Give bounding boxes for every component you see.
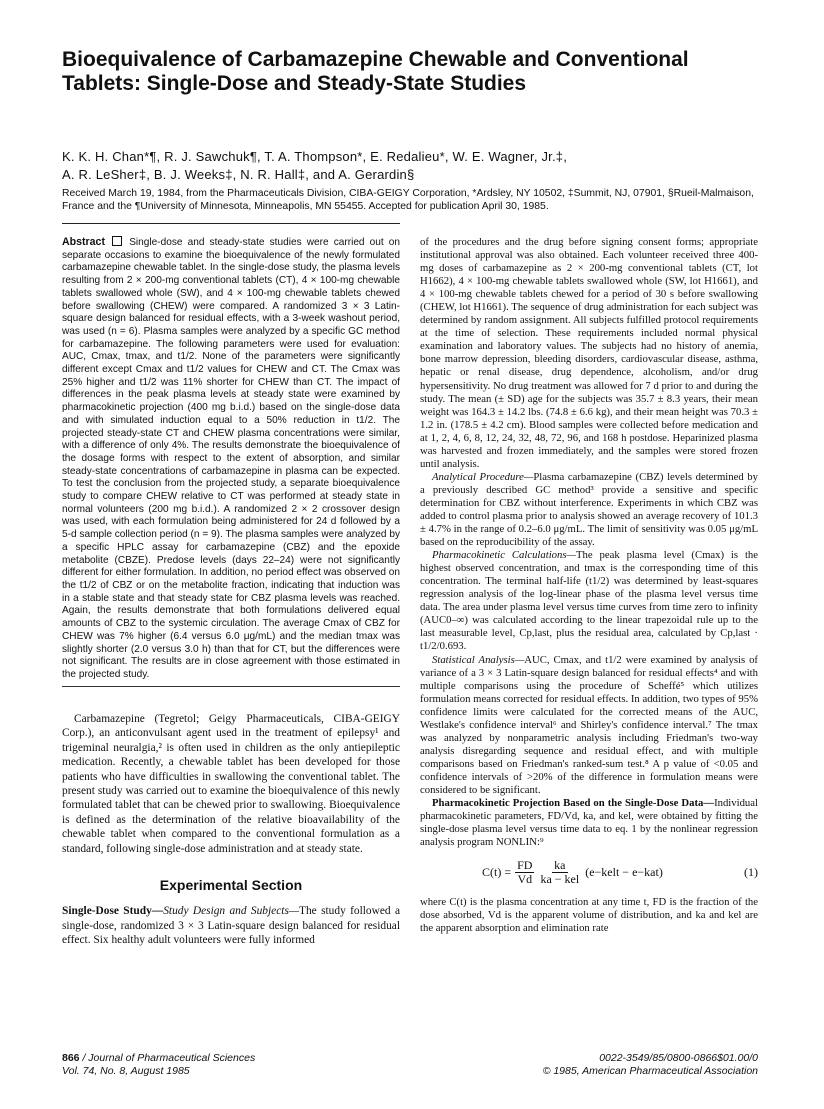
box-glyph-icon [112, 236, 122, 246]
equation-fraction-1-numerator: FD [517, 858, 533, 873]
analytical-heading: Analytical Procedure— [432, 470, 534, 483]
projection-heading: Pharmacokinetic Projection Based on the Single-Dose Data— [432, 797, 715, 810]
author-line-1: K. K. H. Chan*¶, R. J. Sawchuk¶, T. A. Thompson*, E. Redalieu*, W. E. Wagner, Jr.‡, [62, 149, 568, 164]
equation-fraction-2-numerator: ka [554, 858, 566, 873]
abstract [62, 236, 400, 682]
equation-fraction-1 [515, 859, 534, 886]
single-dose-subheading: Study Design and Subjects— [163, 905, 300, 918]
single-dose-paragraph [62, 904, 400, 947]
abstract-label: Abstract [62, 236, 105, 248]
pk-calculations-heading: Pharmacokinetic Calculations— [432, 549, 577, 562]
abstract-top-rule [62, 223, 400, 224]
equation-formula [482, 859, 663, 886]
journal-volume: Vol. 74, No. 8, August 1985 [62, 1065, 190, 1077]
equation-fraction-1-denominator: Vd [517, 872, 533, 887]
footer-journal [62, 1052, 255, 1078]
issn-code: 0022-3549/85/0800-0866$01.00/0 [599, 1052, 758, 1064]
statistical-paragraph [420, 654, 758, 798]
author-list [62, 148, 762, 184]
equation-rhs: (e−kelt − e−kat) [585, 865, 663, 880]
equation-fraction-2 [538, 859, 581, 886]
abstract-bottom-rule [62, 686, 400, 687]
equation-number: (1) [744, 865, 758, 880]
right-column-body [420, 236, 758, 935]
page-number: 866 [62, 1052, 80, 1064]
single-dose-heading: Single-Dose Study— [62, 905, 164, 918]
received-note: Received March 19, 1984, from the Pharmaceuticals Division, CIBA-GEIGY Corporation, *Ardsley, NY 10502, ‡Summit, NJ, 07901, §Rueil-Malmaison, France and the ¶University of Minnesota, Minneapolis, MN 55455. Accepted for publication April 30, 1985. [62, 188, 754, 212]
where-paragraph: where C(t) is the plasma concentration at any time t, FD is the fraction of the dose absorbed, Vd is the apparent volume of distribution, and ka and kel are the apparent absorption and elimination rate [420, 896, 758, 935]
projection-text: Individual pharmacokinetic parameters, FD/Vd, ka, and kel, were obtained by fitting the single-dose plasma level versus time data to eq. 1 by the nonlinear regression analysis program NONLIN:⁹ [420, 797, 758, 849]
left-column-body [62, 712, 400, 948]
equation-fraction-2-denominator: ka − kel [540, 872, 580, 887]
statistical-heading: Statistical Analysis— [432, 653, 525, 666]
pk-calculations-paragraph [420, 549, 758, 653]
author-line-2: A. R. LeSher‡, B. J. Weeks‡, N. R. Hall‡, and A. Gerardin§ [62, 167, 415, 182]
projection-paragraph [420, 797, 758, 849]
section-heading: Experimental Section [159, 877, 303, 894]
statistical-text: AUC, Cmax, and t1/2 were examined by analysis of variance of a 3 × 3 Latin-square design balanced for residual effects⁴ and with multiple comparisons using the procedure of Scheffé⁵ which utilizes formulation means corrected for residual effects. In addition, two types of 95% confidence limits were calculated for the corrected means of the AUC, Westlake's confidence interval⁶ and Shirley's confidence interval.⁷ The tmax was analyzed by nonparametric analysis including Friedman's two-way analysis disregarding sequence and residual effect, and with multiple comparisons based on Friedman's ranked-sum test.⁸ A p value of <0.05 and confidence intervals of >20% of the difference in formulation means were considered to be significant. [420, 653, 758, 796]
copyright-line: © 1985, American Pharmaceutical Association [542, 1065, 758, 1077]
footer-copyright [543, 1052, 758, 1078]
abstract-text: Single-dose and steady-state studies were carried out on separate occasions to examine the bioequivalence of the newly formulated carbamazepine chewable tablet. In the single-dose study, the plasma levels resulting from 2 × 200-mg conventional tablets (CT), 4 × 100-mg chewable tablets swallowed whole (SW), and 4 × 100-mg chewable tablets chewed before swallowing (CHEW) were compared. A randomized 3 × 3 Latin-square design balanced for residual effects, with a 3-week washout period, was used (n = 6). Plasma samples were analyzed by a specific GC method for carbamazepine. The following parameters were used for evaluation: AUC, Cmax, tmax, and t1/2. None of the parameters were significantly different except Cmax and t1/2 values for CHEW and CT. The Cmax was 25% higher and t1/2 was 11% shorter for CHEW than CT. The impact of differences in the peak plasma levels at steady state were examined by pharmacokinetic projection (400 mg b.i.d.) based on the single-dose data and with simulated induction equal to a 50% reduction in t1/2. The projected steady-state CT and CHEW plasma concentrations were similar, with a difference of only 4%. The results demonstrate the bioequivalence of the dosage forms with respect to the extent of absorption, and similar steady-state concentrations of carbamazepine in plasma can be expected. To test the conclusion from the projected study, a separate bioequivalence study to compare CHEW relative to CT was performed at steady state in normal volunteers (200 mg b.i.d.). A randomized 2 × 2 crossover design was used, with each formulation being administered for 24 d followed by a 5-d sample collection period (n = 9). The plasma samples were analyzed by a specific HPLC assay for carbamazepine (CBZ) and the epoxide metabolite (CBZE). Predose levels (days 22–24) were not significantly different for either formulation. In addition, no period effect was observed on the t1/2 of CBZ or on the metabolite fraction, indicating that induction was in a stable state and that steady state for CBZ plasma levels was reached. Again, the results demonstrate that both formulations delivered equal amounts of CBZ to the systemic circulation. The average Cmax of CBZ for CHEW was 7% higher (6.4 versus 6.0 μg/mL) and the median tmax was slightly shorter (2.0 versus 3.0 h) than that for CT, but the differences were not significant. The results are in close agreement with those estimated in the projected study. [62, 237, 401, 680]
introduction-paragraph: Carbamazepine (Tegretol; Geigy Pharmaceuticals, CIBA-GEIGY Corp.), an anticonvulsant agent used in the treatment of epilepsy¹ and trigeminal neuralgia,² is often used in children as the only antiepileptic medication. Recently, a chewable tablet has been developed for those patients who have difficulties in swallowing the conventional tablet. The present study was carried out to examine the bioequivalence of this newly formulated tablet that can be chewed prior to swallowing. Bioequivalence is defined as the determination of the relative bioavailability of the chewable tablet when compared to the conventional formulation as a standard, following single-dose administration and at steady state. [62, 713, 400, 855]
pk-calculations-text: The peak plasma level (Cmax) is the highest observed concentration, and tmax is the corresponding time of this concentration. The terminal half-life (t1/2) was determined by least-squares regression analysis of the log-linear phase of the plasma level versus time data. The area under plasma level versus time curves from time zero to infinity (AUC0–∞) was calculated according to the linear trapezoidal rule up to the last measurable level, Cp,last, plus the residual area, calculated by Cp,last · t1/2/0.693. [420, 549, 758, 653]
equation-lhs: C(t) = [482, 865, 512, 880]
analytical-text: Plasma carbamazepine (CBZ) levels determined by a previously described GC method³ provide a sensitive and specific determination for CBZ without interference. Experiments in which CBZ was added to control plasma prior to analysis showed an average recovery of 101.3 ± 4.7% in the range of 0.2–6.0 μg/mL. The limit of sensitivity was 0.05 μg/mL based on the reproducibility of the assay. [420, 470, 758, 549]
equation-1 [420, 859, 758, 886]
article-title: Bioequivalence of Carbamazepine Chewable and Conventional Tablets: Single-Dose and Steady-State Studies [62, 48, 689, 95]
analytical-paragraph [420, 471, 758, 549]
procedures-paragraph: of the procedures and the drug before signing consent forms; appropriate institutional approval was also obtained. Each volunteer received three 400-mg doses of carbamazepine as 2 × 200-mg conventional tablets (CT, lot H1662), 4 × 100-mg chewable tablets swallowed whole (SW, lot H1661), and 4 × 100-mg chewable tablets chewed for a period of 30 s before swallowing (CHEW, lot H1661). The sequence of drug administration for each subject was determined by random assignment. All subjects fulfilled protocol requirements at the time of selection. These requirements included normal physical examination and laboratory values. The subjects had no history of anemia, bone marrow depression, bleeding disorders, cardiovascular disease, asthma, hepatic or renal disease, drug dependence, alcoholism, and/or drug hypersensitivity. No drug treatment was allowed for 7 d prior to and during the study. The mean (± SD) age for the subjects was 35.7 ± 8.3 years, their mean weight was 164.3 ± 14.2 lbs. (74.8 ± 6.6 kg), and their mean height was 70.3 ± 1.2 in. (178.5 ± 4.2 cm). Blood samples were collected before medication and at 1, 2, 4, 6, 8, 12, 24, 32, 48, 72, 96, and 168 h postdose. Heparinized plasma was harvested and frozen immediately, and the samples were stored frozen until analysis. [420, 236, 758, 470]
journal-name: / Journal of Pharmaceutical Sciences [79, 1052, 256, 1064]
single-dose-text: The study followed a single-dose, randomized 3 × 3 Latin-square design balanced for residual effect. Six healthy adult volunteers were fully informed [62, 905, 401, 947]
